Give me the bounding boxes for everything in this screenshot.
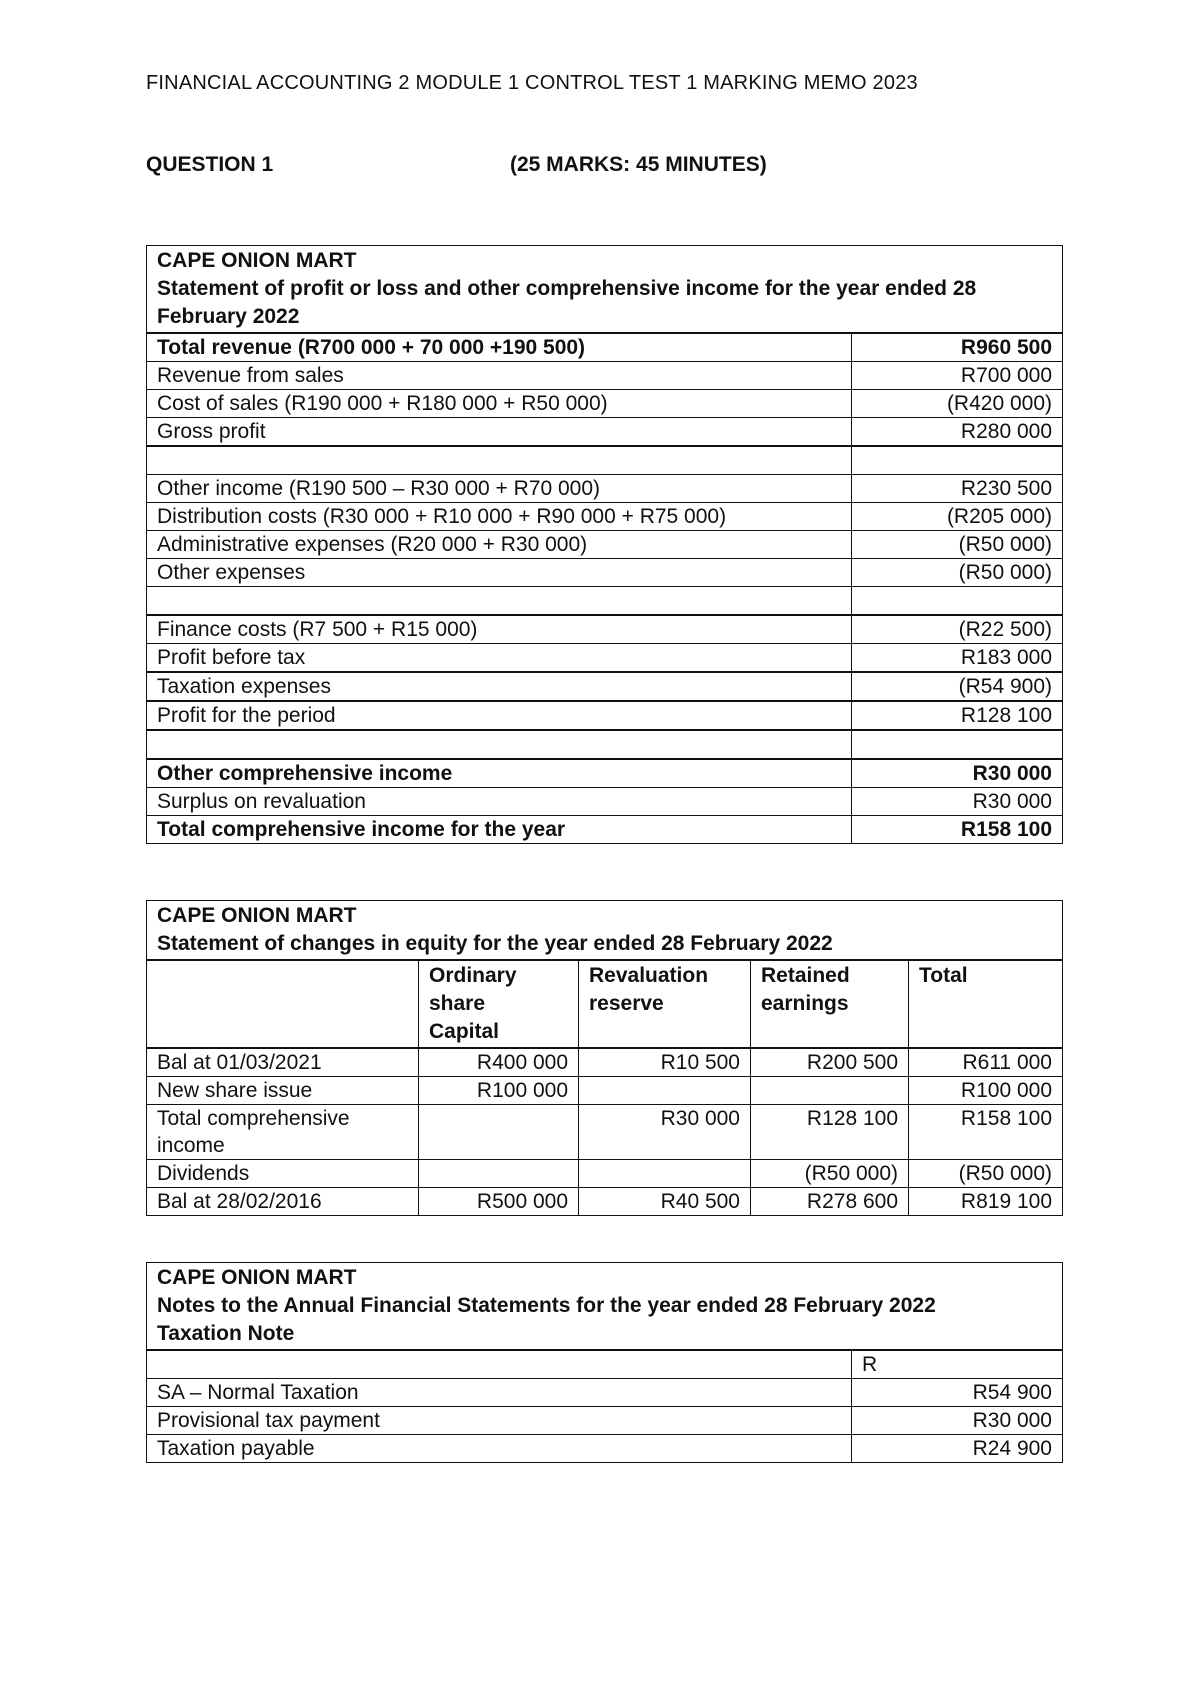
company-name: CAPE ONION MART: [157, 904, 357, 927]
row-value: (R420 000): [852, 390, 1063, 418]
empty-row: [147, 587, 1063, 616]
table-row: [147, 1407, 1063, 1435]
table-row: [147, 1379, 1063, 1407]
row-value: (R205 000): [852, 503, 1063, 531]
row-label: Taxation payable: [147, 1435, 852, 1463]
row-value: R24 900: [852, 1435, 1063, 1463]
statement-title: Statement of changes in equity for the year ended 28 February 2022: [157, 932, 833, 955]
note-subtitle: Taxation Note: [157, 1322, 295, 1345]
row-label: Finance costs (R7 500 + R15 000): [147, 615, 852, 644]
currency-header: R: [852, 1350, 1063, 1379]
table-row: [147, 531, 1063, 559]
table-row: [147, 788, 1063, 816]
column-header: Retained earnings: [751, 960, 909, 1048]
table-row: [147, 1077, 1063, 1105]
question-marks: (25 MARKS: 45 MINUTES): [510, 153, 767, 176]
question-number: QUESTION 1: [146, 153, 274, 176]
empty-row: [147, 730, 1063, 759]
equity-table: [146, 900, 1063, 1216]
column-header: Revaluation reserve: [579, 960, 751, 1048]
row-value: (R50 000): [852, 531, 1063, 559]
row-value: R230 500: [852, 475, 1063, 503]
cell-value: R30 000: [579, 1105, 751, 1160]
table-row: [147, 1188, 1063, 1216]
cell-value: R200 500: [751, 1048, 909, 1077]
cell-value: R278 600: [751, 1188, 909, 1216]
cell-value: R40 500: [579, 1188, 751, 1216]
table-row: [147, 503, 1063, 531]
row-label: Profit for the period: [147, 701, 852, 730]
cell-value: R819 100: [909, 1188, 1063, 1216]
column-header: Total: [909, 960, 1063, 1048]
table-row: [147, 1048, 1063, 1077]
table-row: [147, 672, 1063, 701]
row-label: Taxation expenses: [147, 672, 852, 701]
row-label: Gross profit: [147, 418, 852, 447]
row-label: Total comprehensive income: [147, 1105, 419, 1160]
cell-value: (R50 000): [751, 1160, 909, 1188]
row-value: R54 900: [852, 1379, 1063, 1407]
row-value: (R22 500): [852, 615, 1063, 644]
cell-value: [419, 1160, 579, 1188]
document-header: FINANCIAL ACCOUNTING 2 MODULE 1 CONTROL TEST 1 MARKING MEMO 2023: [146, 72, 918, 94]
cell-value: [579, 1160, 751, 1188]
row-value: (R54 900): [852, 672, 1063, 701]
row-value: R158 100: [852, 816, 1063, 844]
row-label: Cost of sales (R190 000 + R180 000 + R50 000): [147, 390, 852, 418]
table-row: [147, 1105, 1063, 1160]
taxation-note-table: [146, 1262, 1063, 1463]
table-row: [147, 644, 1063, 673]
row-label: Other income (R190 500 – R30 000 + R70 000): [147, 475, 852, 503]
row-label: Other comprehensive income: [147, 759, 852, 788]
row-label: Total revenue (R700 000 + 70 000 +190 500): [147, 333, 852, 362]
column-header-row: [147, 960, 1063, 1048]
row-label: Bal at 01/03/2021: [147, 1048, 419, 1077]
table-row: [147, 333, 1063, 362]
cell-value: R158 100: [909, 1105, 1063, 1160]
row-label: Dividends: [147, 1160, 419, 1188]
table-row: [147, 390, 1063, 418]
table-row: [147, 1350, 1063, 1379]
table-row: [147, 475, 1063, 503]
row-value: R30 000: [852, 759, 1063, 788]
profit-loss-table: [146, 245, 1063, 844]
row-label: Total comprehensive income for the year: [147, 816, 852, 844]
cell-value: (R50 000): [909, 1160, 1063, 1188]
equity-heading: [147, 901, 1063, 961]
company-name: CAPE ONION MART: [157, 1266, 357, 1289]
row-label: Revenue from sales: [147, 362, 852, 390]
statement-title: Statement of profit or loss and other comprehensive income for the year ended 28 February 2022: [157, 277, 977, 328]
row-value: R183 000: [852, 644, 1063, 673]
cell-value: [579, 1077, 751, 1105]
row-label: Other expenses: [147, 559, 852, 587]
notes-title: Notes to the Annual Financial Statements for the year ended 28 February 2022: [157, 1294, 936, 1317]
row-value: R30 000: [852, 788, 1063, 816]
row-label: New share issue: [147, 1077, 419, 1105]
row-label: Distribution costs (R30 000 + R10 000 + R90 000 + R75 000): [147, 503, 852, 531]
cell-value: [419, 1105, 579, 1160]
row-label: Surplus on revaluation: [147, 788, 852, 816]
row-value: R128 100: [852, 701, 1063, 730]
row-label: Administrative expenses (R20 000 + R30 000): [147, 531, 852, 559]
column-header: Ordinary share Capital: [419, 960, 579, 1048]
cell-value: R611 000: [909, 1048, 1063, 1077]
cell-value: R500 000: [419, 1188, 579, 1216]
row-label: Provisional tax payment: [147, 1407, 852, 1435]
row-value: (R50 000): [852, 559, 1063, 587]
row-value: R30 000: [852, 1407, 1063, 1435]
table-row: [147, 759, 1063, 788]
table-row: [147, 559, 1063, 587]
row-value: R700 000: [852, 362, 1063, 390]
row-label: Profit before tax: [147, 644, 852, 673]
profit-loss-heading: [147, 246, 1063, 334]
tax-note-heading: [147, 1263, 1063, 1351]
cell-value: R100 000: [419, 1077, 579, 1105]
table-row: [147, 1160, 1063, 1188]
row-label: SA – Normal Taxation: [147, 1379, 852, 1407]
row-value: R280 000: [852, 418, 1063, 447]
cell-value: R128 100: [751, 1105, 909, 1160]
cell-value: R100 000: [909, 1077, 1063, 1105]
cell-value: [751, 1077, 909, 1105]
table-row: [147, 816, 1063, 844]
cell-value: R10 500: [579, 1048, 751, 1077]
company-name: CAPE ONION MART: [157, 249, 357, 272]
table-row: [147, 362, 1063, 390]
cell-value: R400 000: [419, 1048, 579, 1077]
row-value: R960 500: [852, 333, 1063, 362]
table-row: [147, 615, 1063, 644]
table-row: [147, 418, 1063, 447]
table-row: [147, 701, 1063, 730]
empty-row: [147, 446, 1063, 475]
table-row: [147, 1435, 1063, 1463]
row-label: Bal at 28/02/2016: [147, 1188, 419, 1216]
